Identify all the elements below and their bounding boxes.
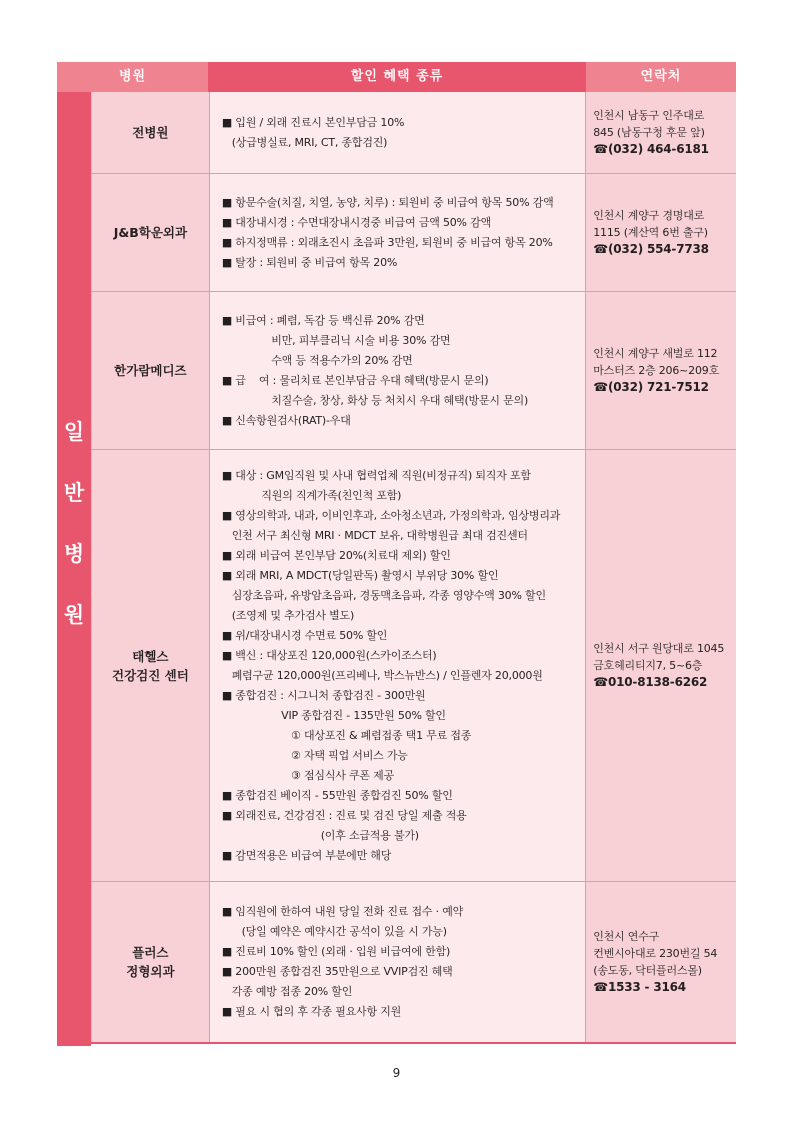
contact-cell bbox=[586, 882, 736, 1042]
address-line: 인천시 계양구 새벌로 112 bbox=[593, 347, 718, 360]
benefit-line: ■ 백신 : 대상포진 120,000원(스카이조스터) bbox=[221, 648, 437, 662]
benefit-line: 폐렴구균 120,000원(프리베나, 박스뉴반스) / 인플렌자 20,000원 bbox=[221, 668, 543, 682]
contact-cell bbox=[586, 450, 736, 881]
phone-number[interactable]: ☎(032) 554-7738 bbox=[593, 242, 709, 256]
benefit-line: 비만, 피부클리닉 시술 비용 30% 감면 bbox=[221, 333, 451, 347]
table-header bbox=[57, 62, 736, 92]
benefit-cell bbox=[209, 174, 586, 291]
benefit-line: ■ 하지정맥류 : 외래초진시 초음파 3만원, 퇴원비 중 비급여 항목 20% bbox=[221, 235, 553, 249]
table-body bbox=[91, 92, 736, 1044]
phone-number[interactable]: ☎1533 - 3164 bbox=[593, 980, 686, 994]
contact-cell bbox=[586, 174, 736, 291]
benefit-line: ■ 필요 시 협의 후 각종 필요사항 지원 bbox=[221, 1005, 402, 1018]
hospital-name-line: 한가람메디즈 bbox=[114, 363, 187, 378]
hospital-name bbox=[91, 450, 209, 881]
benefit-line: (이후 소급적용 불가) bbox=[221, 828, 419, 842]
hospital-name bbox=[91, 174, 209, 291]
hospital-name bbox=[91, 292, 209, 449]
phone-number[interactable]: ☎010-8138-6262 bbox=[593, 675, 708, 689]
table-row bbox=[91, 882, 736, 1044]
benefit-line: ② 자택 픽업 서비스 가능 bbox=[221, 748, 408, 762]
category-label bbox=[57, 92, 91, 1046]
benefit-cell bbox=[209, 292, 586, 449]
hospital-name bbox=[91, 882, 209, 1042]
contact-cell bbox=[586, 92, 736, 173]
benefit-line: ■ 위/대장내시경 수면료 50% 할인 bbox=[221, 628, 388, 642]
table-row bbox=[91, 92, 736, 174]
benefit-line: ■ 외래 MRI, A MDCT(당일판독) 촬영시 부위당 30% 할인 bbox=[221, 568, 499, 582]
hospital-name-line: 전병원 bbox=[132, 125, 169, 140]
hospital-name bbox=[91, 92, 209, 173]
hospital-name-line: 건강검진 센터 bbox=[112, 667, 189, 683]
address-line: 인천시 연수구 bbox=[593, 930, 660, 943]
address-line: 마스터즈 2층 206~209호 bbox=[593, 364, 719, 377]
benefit-line: (상급병실료, MRI, CT, 종합검진) bbox=[221, 135, 388, 149]
category-char: 병 bbox=[63, 542, 85, 566]
benefit-line: ■ 대장내시경 : 수면대장내시경중 비급여 금액 50% 감액 bbox=[221, 215, 491, 229]
benefit-line: ■ 감면적용은 비급여 부분에만 해당 bbox=[221, 848, 392, 862]
address-line: 845 (남동구청 후문 앞) bbox=[593, 126, 705, 139]
hospital-name-line: J&B학운외과 bbox=[113, 225, 188, 240]
table-row bbox=[91, 174, 736, 292]
benefit-line: ■ 급 여 : 물리치료 본인부담금 우대 혜택(방문시 문의) bbox=[221, 373, 489, 387]
benefit-line: 수액 등 적용수가의 20% 감면 bbox=[221, 353, 413, 367]
header-hospital: 병원 bbox=[57, 62, 208, 92]
category-char: 원 bbox=[63, 603, 85, 627]
category-char: 일 bbox=[63, 420, 85, 444]
contact-cell bbox=[586, 292, 736, 449]
benefit-line: ■ 종합검진 베이직 - 55만원 종합검진 50% 할인 bbox=[221, 788, 453, 802]
benefit-line: ■ 비급여 : 폐렴, 독감 등 백신류 20% 감면 bbox=[221, 313, 425, 327]
benefit-line: 치질수술, 창상, 화상 등 처치시 우대 혜택(방문시 문의) bbox=[221, 393, 529, 407]
hospital-name-line: 플러스 bbox=[132, 945, 169, 960]
benefit-cell bbox=[209, 882, 586, 1042]
benefit-line: ■ 신속항원검사(RAT)-우대 bbox=[221, 413, 351, 427]
table-row bbox=[91, 450, 736, 882]
header-contact: 연락처 bbox=[586, 62, 736, 92]
hospital-name-line: 태헬스 bbox=[132, 648, 169, 664]
table-row bbox=[91, 292, 736, 450]
benefit-line: ■ 진료비 10% 할인 (외래 · 입원 비급여에 한함) bbox=[221, 945, 451, 958]
benefit-line: ■ 외래진료, 건강검진 : 진료 및 검진 당일 제출 적용 bbox=[221, 808, 467, 822]
address-line: 인천시 서구 원당대로 1045 bbox=[593, 642, 725, 655]
benefit-line: 직원의 직계가족(친인척 포함) bbox=[221, 488, 402, 502]
benefit-line: ■ 항문수술(치질, 치열, 농양, 치루) : 퇴원비 중 비급여 항목 50% 감액 bbox=[221, 195, 554, 209]
benefit-line: ■ 외래 비급여 본인부담 20%(치료대 제외) 할인 bbox=[221, 548, 451, 562]
hospital-name-line: 정형외과 bbox=[126, 964, 175, 979]
benefit-line: 인천 서구 최신형 MRI · MDCT 보유, 대학병원급 최대 검진센터 bbox=[221, 528, 528, 542]
address-line: 인천시 계양구 경명대로 bbox=[593, 209, 705, 222]
header-benefit: 할인 혜택 종류 bbox=[208, 62, 586, 92]
phone-number[interactable]: ☎(032) 721-7512 bbox=[593, 380, 709, 394]
benefit-line: ■ 대상 : GM임직원 및 사내 협력업체 직원(비정규직) 퇴직자 포함 bbox=[221, 468, 531, 482]
benefit-line: ■ 임직원에 한하여 내원 당일 전화 진료 접수 · 예약 bbox=[221, 905, 464, 918]
category-char: 반 bbox=[63, 481, 85, 505]
benefit-line: 각종 예방 접종 20% 할인 bbox=[221, 985, 353, 998]
benefit-line: VIP 종합검진 - 135만원 50% 할인 bbox=[221, 708, 446, 722]
page-number: 9 bbox=[392, 1066, 401, 1080]
benefit-line: ■ 종합검진 : 시그니처 종합검진 - 300만원 bbox=[221, 688, 426, 702]
benefit-cell bbox=[209, 450, 586, 881]
benefit-line: ■ 200만원 종합검진 35만원으로 VVIP검진 혜택 bbox=[221, 965, 453, 978]
address-line: 컨벤시아대로 230번길 54 bbox=[593, 947, 718, 960]
hospital-benefit-table bbox=[57, 62, 736, 1046]
address-line: (송도동, 닥터플러스몰) bbox=[593, 964, 702, 977]
address-line: 금호헤리티지7, 5~6층 bbox=[593, 659, 703, 672]
benefit-line: ③ 점심식사 쿠폰 제공 bbox=[221, 768, 394, 782]
address-line: 인천시 남동구 인주대로 bbox=[593, 109, 705, 122]
benefit-line: (조영제 및 추가검사 별도) bbox=[221, 608, 355, 622]
phone-number[interactable]: ☎(032) 464-6181 bbox=[593, 142, 709, 156]
address-line: 1115 (계산역 6번 출구) bbox=[593, 226, 708, 239]
benefit-cell bbox=[209, 92, 586, 173]
benefit-line: ■ 입원 / 외래 진료시 본인부담금 10% bbox=[221, 115, 405, 129]
benefit-line: ■ 탈장 : 퇴원비 중 비급여 항목 20% bbox=[221, 255, 398, 269]
benefit-line: 심장초음파, 유방암초음파, 경동맥초음파, 각종 영양수액 30% 할인 bbox=[221, 588, 546, 602]
benefit-line: ■ 영상의학과, 내과, 이비인후과, 소아청소년과, 가정의학과, 임상병리과 bbox=[221, 508, 561, 522]
benefit-line: ① 대상포진 & 폐렴접종 택1 무료 접종 bbox=[221, 728, 472, 742]
benefit-line: (당일 예약은 예약시간 공석이 있을 시 가능) bbox=[221, 925, 447, 938]
